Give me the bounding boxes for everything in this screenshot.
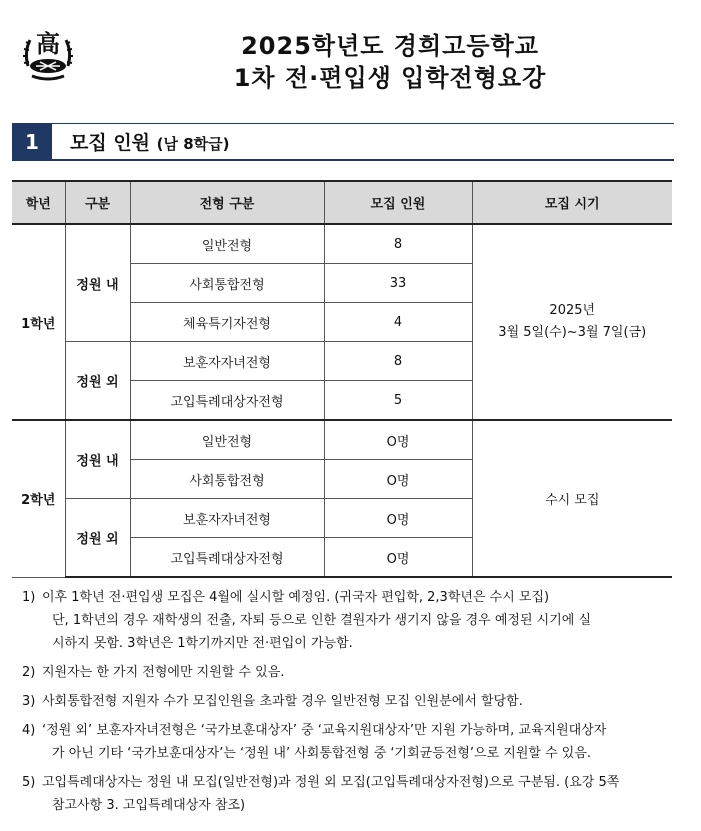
admission-type-cell: 사회통합전형 — [130, 460, 324, 499]
quota-cell: O명 — [324, 460, 472, 499]
header-grade: 학년 — [12, 181, 65, 224]
grade2-period: 수시 모집 — [472, 420, 672, 577]
section-number: 1 — [12, 123, 52, 161]
header-quota: 모집 인원 — [324, 181, 472, 224]
admission-type-cell: 보훈자자녀전형 — [130, 342, 324, 381]
note-line: 고입특례대상자는 정원 내 모집(일반전형)과 정원 외 모집(고입특례대상자전형)으로 구분됨. (요강 5쪽 — [42, 775, 620, 790]
section-title-text: 모집 인원 — [70, 132, 151, 154]
table-row — [12, 420, 672, 460]
note-number: 2) — [22, 665, 36, 680]
header-admission-type: 전형 구분 — [130, 181, 324, 224]
grade1-period-range: 3월 5일(수)~3월 7일(금) — [498, 325, 647, 340]
quota-cell: 4 — [324, 303, 472, 342]
admission-type-cell: 체육특기자전형 — [130, 303, 324, 342]
section-bottom-rule — [52, 159, 674, 161]
note-line: 지원자는 한 가지 전형에만 지원할 수 있음. — [42, 665, 285, 680]
grade1-label: 1학년 — [12, 224, 65, 420]
note-line: 참고사항 3. 고입특례대상자 참조) — [52, 798, 246, 813]
admission-type-cell: 일반전형 — [130, 420, 324, 460]
header-period: 모집 시기 — [472, 181, 672, 224]
admission-type-cell: 고입특례대상자전형 — [130, 538, 324, 578]
document-title-line1: 2025학년도 경희고등학교 — [241, 32, 539, 60]
admission-type-cell: 보훈자자녀전형 — [130, 499, 324, 538]
grade1-group-in: 정원 내 — [65, 224, 130, 342]
admission-type-cell: 사회통합전형 — [130, 264, 324, 303]
recruitment-table — [12, 180, 672, 578]
note-item — [22, 586, 678, 655]
note-line: 이후 1학년 전·편입생 모집은 4월에 실시할 예정임. (귀국자 편입학, 2,3학년은 수시 모집) — [42, 590, 550, 605]
grade1-period — [472, 224, 672, 420]
note-line: ‘정원 외’ 보훈자자녀전형은 ‘국가보훈대상자’ 중 ‘교육지원대상자’만 지원 가능하며, 교육지원대상자 — [42, 723, 607, 738]
table-header-row — [12, 181, 672, 224]
note-item — [22, 719, 678, 765]
note-number: 5) — [22, 775, 36, 790]
grade2-label: 2학년 — [12, 420, 65, 577]
note-number: 1) — [22, 590, 36, 605]
quota-cell: 5 — [324, 381, 472, 421]
grade2-group-out: 정원 외 — [65, 499, 130, 578]
note-item — [22, 771, 678, 817]
grade1-period-year: 2025년 — [549, 303, 596, 318]
section-title — [70, 128, 230, 155]
grade1-group-out: 정원 외 — [65, 342, 130, 421]
note-line: 시하지 못함. 3학년은 1학기까지만 전·편입이 가능함. — [52, 636, 353, 651]
quota-cell: O명 — [324, 538, 472, 578]
note-item — [22, 661, 678, 684]
note-line: 사회통합전형 지원자 수가 모집인원을 초과할 경우 일반전형 모집 인원분에서 할당함. — [42, 694, 523, 709]
note-line: 단, 1학년의 경우 재학생의 전출, 자퇴 등으로 인한 결원자가 생기지 않을 경우 예정된 시기에 실 — [52, 613, 592, 628]
section-header — [12, 123, 674, 161]
admission-type-cell: 고입특례대상자전형 — [130, 381, 324, 421]
note-item — [22, 690, 678, 713]
document-title-line2: 1차 전·편입생 입학전형요강 — [233, 64, 547, 92]
section-top-rule — [52, 123, 674, 124]
section-subtitle: (남 8학급) — [156, 135, 230, 153]
grade2-group-in: 정원 내 — [65, 420, 130, 499]
header-division: 구분 — [65, 181, 130, 224]
quota-cell: 8 — [324, 342, 472, 381]
note-line: 가 아닌 기타 ‘국가보훈대상자’는 ‘정원 내’ 사회통합전형 중 ‘기회균등전형’으로 지원할 수 있음. — [52, 746, 592, 761]
note-number: 4) — [22, 723, 36, 738]
quota-cell: O명 — [324, 420, 472, 460]
note-number: 3) — [22, 694, 36, 709]
quota-cell: 8 — [324, 224, 472, 264]
quota-cell: 33 — [324, 264, 472, 303]
school-emblem-icon — [22, 22, 74, 84]
quota-cell: O명 — [324, 499, 472, 538]
notes-list — [22, 586, 678, 823]
logo-glyph: 高 — [36, 30, 60, 58]
table-row — [12, 224, 672, 264]
admission-type-cell: 일반전형 — [130, 224, 324, 264]
